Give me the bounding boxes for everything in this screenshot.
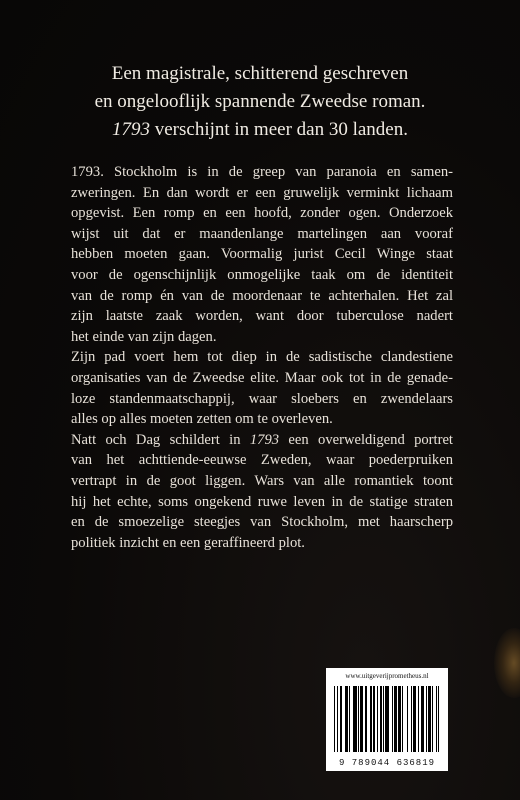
blurb-line: loze standenmaatschappij, waar sloebers en zwendelaars bbox=[71, 390, 453, 407]
blurb-line-text: een overweldigend portret bbox=[279, 431, 453, 448]
blurb-line: hebben moeten gaan. Voormalig jurist Cecil Winge staat bbox=[71, 246, 453, 263]
blurb-line: zweringen. En dan wordt er een gruwelijk verminkt lichaam bbox=[71, 184, 453, 201]
blurb-paragraph-1 bbox=[71, 162, 453, 347]
blurb-paragraph-2 bbox=[71, 347, 453, 429]
tagline-line-2: en ongelooflijk spannende Zweedse roman. bbox=[94, 91, 426, 112]
blurb-line: voor de ogenschijnlijk onmogelijke taak om de identiteit bbox=[71, 266, 453, 283]
blurb-line: wijst uit dat er maandenlange martelingen aan vooraf bbox=[71, 225, 453, 242]
blurb-line: van het achttiende-eeuwse Zweden, waar poederpruiken bbox=[71, 452, 453, 469]
blurb-line: opgevist. Een romp en een hoofd, zonder ogen. Onderzoek bbox=[71, 205, 453, 222]
tagline-line-3 bbox=[0, 116, 520, 144]
blurb-line: Zijn pad voert hem tot diep in de sadistische clandestiene bbox=[71, 349, 453, 366]
blurb-line: het einde van zijn dagen. bbox=[71, 328, 217, 345]
blurb bbox=[71, 162, 453, 553]
barcode-panel bbox=[326, 668, 448, 771]
blurb-line: alles op alles moeten zetten om te overleven. bbox=[71, 411, 333, 428]
barcode bbox=[334, 686, 440, 752]
blurb-line bbox=[71, 430, 453, 451]
blurb-line: organisaties van de Zweedse elite. Maar ook tot in de genade- bbox=[71, 369, 453, 386]
blurb-line: hij het echte, soms ongekend ruwe leven in de statige straten bbox=[71, 493, 453, 510]
tagline bbox=[0, 60, 520, 144]
blurb-line-text: Natt och Dag schildert in bbox=[71, 431, 250, 448]
tagline-title: 1793 bbox=[111, 119, 150, 140]
blurb-line: politiek inzicht en een geraffineerd plot. bbox=[71, 534, 305, 551]
tagline-line-3-text: verschijnt in meer dan 30 landen. bbox=[149, 119, 408, 140]
blurb-line: vertrapt in de goot liggen. Wars van alle romantiek toont bbox=[71, 472, 453, 489]
blurb-line: van de romp én van de moordenaar te achterhalen. Het zal bbox=[71, 287, 453, 304]
isbn-number: 9 789044 636819 bbox=[338, 758, 435, 768]
tagline-line-1: Een magistrale, schitterend geschreven bbox=[111, 63, 409, 84]
publisher-url: www.uitgeverijprometheus.nl bbox=[345, 672, 429, 680]
blurb-paragraph-3 bbox=[71, 430, 453, 554]
blurb-line: en de smoezelige steegjes van Stockholm, met haarscherp bbox=[71, 514, 453, 531]
barcode-bar bbox=[438, 686, 439, 752]
blurb-line: zijn laatste zaak worden, want door tuberculose nadert bbox=[71, 308, 453, 325]
blurb-line: 1793. Stockholm is in de greep van paranoia en samen- bbox=[71, 164, 453, 180]
blurb-title: 1793 bbox=[249, 431, 280, 448]
